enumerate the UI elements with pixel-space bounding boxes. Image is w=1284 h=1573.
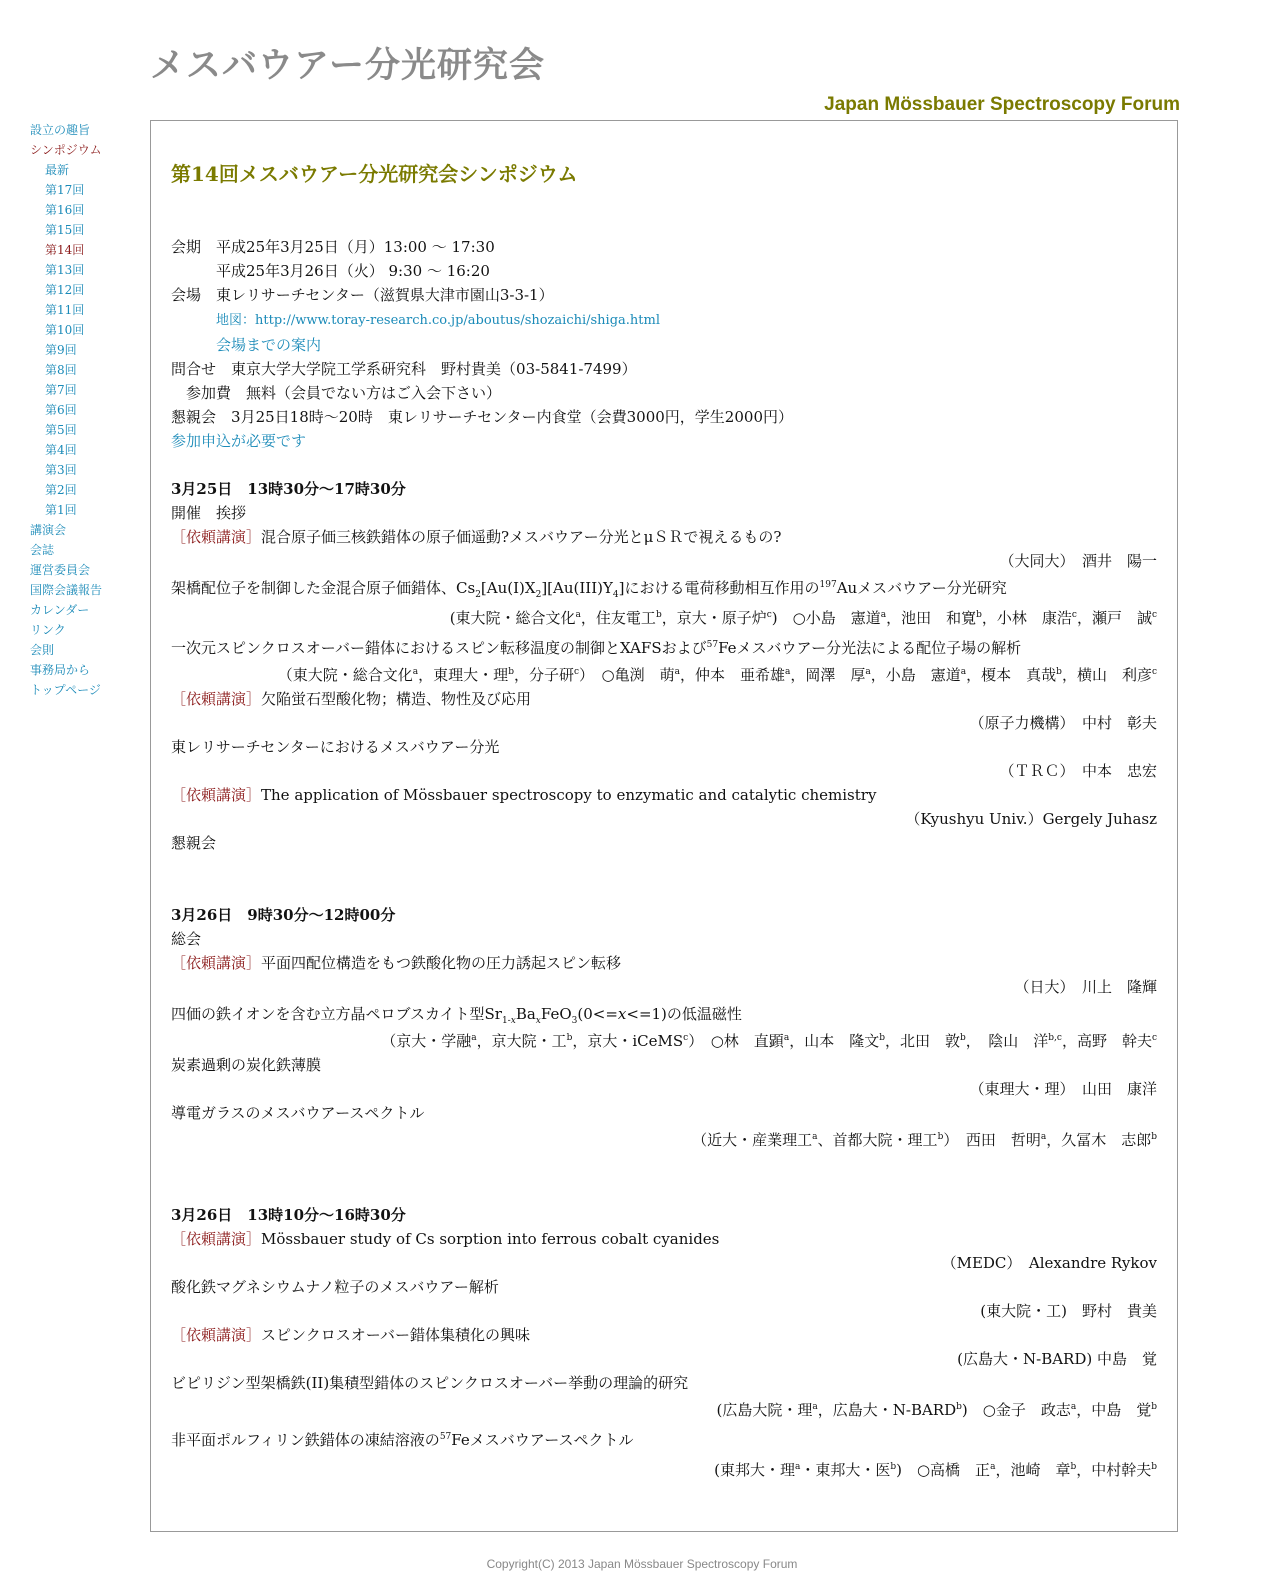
- day1-talk-5: 東レリサーチセンターにおけるメスバウアー分光: [171, 738, 500, 756]
- day2pm-authors-3: (広島大・N-BARD) 中島 覚: [957, 1350, 1157, 1368]
- site-title: メスバウアー分光研究会: [150, 46, 545, 86]
- sidebar-item[interactable]: 会則: [30, 643, 55, 657]
- sidebar-item[interactable]: 事務局から: [30, 663, 91, 677]
- day2pm-authors-5: (東邦大・理$^a$・東邦大・医$^b$) ○高橋 正$^a$，池崎 章$^b$，中村幹夫$^b$: [714, 1461, 1157, 1479]
- sidebar-item[interactable]: 第15回: [45, 223, 85, 237]
- sidebar-item[interactable]: シンポジウム: [30, 143, 102, 157]
- invited-tag: ［依頼講演］: [171, 528, 262, 546]
- day2am-authors-2: （京大・学融$^a$，京大院・工$^b$，京大・iCeMS$^c$） ○林 直顕$^a$，山本 隆文$^b$，北田 敦$^b$， 陰山 洋$^{b,c}$，高野 幹夫$^c$: [381, 1032, 1157, 1050]
- invited-tag: ［依頼講演］: [171, 954, 262, 972]
- day1-talk-6: ［依頼講演］The application of Mössbauer spectroscopy to enzymatic and catalytic chemistry: [171, 786, 877, 804]
- sidebar-item[interactable]: 第8回: [45, 363, 77, 377]
- day1-talk-4: ［依頼講演］欠陥蛍石型酸化物；構造、物性及び応用: [171, 690, 532, 708]
- day1-opening: 開催 挨拶: [171, 504, 247, 522]
- day2pm-talk-4: ビピリジン型架橋鉄(II)集積型錯体のスピンクロスオーバー挙動の理論的研究: [171, 1374, 689, 1392]
- sidebar-item[interactable]: カレンダー: [30, 603, 90, 617]
- map-link[interactable]: 地図：http://www.toray-research.co.jp/aboutus/shozaichi/shiga.html: [216, 313, 660, 328]
- sidebar-nav: [30, 120, 145, 700]
- sidebar-item[interactable]: 会誌: [30, 543, 55, 557]
- info-fee: 参加費 無料（会員でない方はご入会下さい）: [186, 384, 502, 402]
- day1-authors-2: (東大院・総合文化$^a$，住友電工$^b$，京大・原子炉$^c$) ○小島 憲道$^a$，池田 和寛$^b$，小林 康浩$^c$，瀬戸 誠$^c$: [449, 609, 1157, 627]
- day2am-authors-1: （日大） 川上 隆輝: [1014, 978, 1157, 996]
- day1-talk-1: ［依頼講演］混合原子価三核鉄錯体の原子価遥動?メスバウアー分光とμＳＲで視えるもの?: [171, 528, 782, 546]
- sidebar-item[interactable]: 国際会議報告: [30, 583, 103, 597]
- day2am-talk-1: ［依頼講演］平面四配位構造をもつ鉄酸化物の圧力誘起スピン転移: [171, 954, 622, 972]
- sidebar-item[interactable]: 第1回: [45, 503, 77, 517]
- sidebar-item[interactable]: 第5回: [45, 423, 77, 437]
- sidebar-item[interactable]: 第14回: [45, 243, 85, 257]
- info-party: 懇親会 3月25日18時～20時 東レリサーチセンター内食堂（会費3000円，学生2000円）: [171, 408, 793, 426]
- day2am-talk-3: 炭素過剰の炭化鉄薄膜: [171, 1056, 322, 1074]
- info-venue: 会場 東レリサーチセンター（滋賀県大津市園山3-3-1）: [171, 286, 554, 304]
- day2am-authors-3: （東理大・理） 山田 康洋: [969, 1080, 1157, 1098]
- day1-authors-5: （ＴＲＣ） 中本 忠宏: [999, 762, 1157, 780]
- day2pm-talk-3: ［依頼講演］スピンクロスオーバー錯体集積化の興味: [171, 1326, 530, 1344]
- invited-tag: ［依頼講演］: [171, 690, 262, 708]
- sidebar-item[interactable]: トップページ: [30, 683, 101, 697]
- day2am-header: 3月26日 9時30分～12時00分: [171, 906, 396, 924]
- sidebar-item[interactable]: 第12回: [45, 283, 85, 297]
- day2pm-talk-2: 酸化鉄マグネシウムナノ粒子のメスバウアー解析: [171, 1278, 499, 1296]
- footer-copyright: Copyright(C) 2013 Japan Mössbauer Spectroscopy Forum: [486, 1557, 798, 1571]
- day2pm-authors-1: （MEDC） Alexandre Rykov: [941, 1254, 1157, 1272]
- day2am-authors-4: （近大・産業理工$^a$、首都大院・理工$^b$） 西田 哲明$^a$，久冨木 志郎$^b$: [692, 1131, 1157, 1149]
- day2pm-header: 3月26日 13時10分～16時30分: [171, 1206, 406, 1224]
- sidebar-item[interactable]: 最新: [45, 163, 70, 177]
- invited-tag: ［依頼講演］: [171, 1230, 262, 1248]
- sidebar-item[interactable]: 第4回: [45, 443, 77, 457]
- day2am-talk-2: 四価の鉄イオンを含む立方晶ペロブスカイト型$Sr_{1-x}Ba_xFeO_3(0<=x<=1)$の低温磁性: [171, 1005, 742, 1026]
- day2pm-talk-5: 非平面ポルフィリン鉄錯体の凍結溶液の$^{57}$Feメスバウアースペクトル: [171, 1431, 634, 1449]
- invited-tag: ［依頼講演］: [171, 786, 262, 804]
- day1-authors-1: （大同大） 酒井 陽一: [999, 552, 1157, 570]
- sidebar-item[interactable]: リンク: [30, 623, 66, 637]
- day1-authors-3: （東大院・総合文化$^a$，東理大・理$^b$，分子研$^c$） ○亀渕 萌$^a$，仲本 亜希雄$^a$，岡澤 厚$^a$，小島 憲道$^a$，榎本 真哉$^b$，横山 利彦$^c$: [277, 666, 1157, 684]
- day2pm-talk-1: ［依頼講演］Mössbauer study of Cs sorption into ferrous cobalt cyanides: [171, 1230, 720, 1248]
- day1-authors-6: （Kyushyu Univ.）Gergely Juhasz: [905, 810, 1157, 828]
- day1-talk-2: 架橋配位子を制御した金混合原子価錯体、$Cs_2[Au(I)X_2][Au(III)Y_4]$における電荷移動相互作用の$^{197}$Auメスバウアー分光研究: [171, 579, 1007, 600]
- main-content: [150, 120, 1178, 1532]
- info-period-2: 平成25年3月26日（火） 9:30 ～ 16:20: [216, 262, 490, 280]
- sidebar-item[interactable]: 第3回: [45, 463, 77, 477]
- sidebar-item[interactable]: 設立の趣旨: [30, 123, 91, 137]
- day2pm-authors-4: (広島大院・理$^a$，広島大・N-BARD$^b$) ○金子 政志$^a$，中島 覚$^b$: [716, 1401, 1157, 1419]
- invited-tag: ［依頼講演］: [171, 1326, 262, 1344]
- sidebar-item[interactable]: 第16回: [45, 203, 85, 217]
- sidebar-item[interactable]: 第2回: [45, 483, 77, 497]
- sidebar-item[interactable]: 第10回: [45, 323, 85, 337]
- day2am-talk-4: 導電ガラスのメスバウアースペクトル: [171, 1104, 425, 1122]
- sidebar-item[interactable]: 講演会: [30, 523, 67, 537]
- sidebar-item[interactable]: 第11回: [45, 303, 85, 317]
- sidebar-item[interactable]: 第13回: [45, 263, 85, 277]
- register-link[interactable]: 参加申込が必要です: [171, 432, 307, 450]
- sidebar-item[interactable]: 第7回: [45, 383, 77, 397]
- access-link[interactable]: 会場までの案内: [216, 336, 322, 354]
- day2pm-authors-2: (東大院・工) 野村 貴美: [980, 1302, 1157, 1320]
- page-heading: 第14回メスバウアー分光研究会シンポジウム: [171, 162, 578, 186]
- day2am-general: 総会: [171, 930, 202, 948]
- day1-header: 3月25日 13時30分～17時30分: [171, 480, 406, 498]
- day1-party: 懇親会: [171, 834, 217, 852]
- sidebar-item[interactable]: 第6回: [45, 403, 77, 417]
- sidebar-item[interactable]: 第17回: [45, 183, 85, 197]
- day1-authors-4: （原子力機構） 中村 彰夫: [969, 714, 1157, 732]
- day1-talk-3: 一次元スピンクロスオーバー錯体におけるスピン転移温度の制御とXAFSおよび$^{57}$Feメスバウアー分光法による配位子場の解析: [171, 639, 1022, 657]
- info-period-1: 会期 平成25年3月25日（月）13:00 ～ 17:30: [171, 238, 495, 256]
- sidebar-item[interactable]: 第9回: [45, 343, 77, 357]
- info-contact: 問合せ 東京大学大学院工学系研究科 野村貴美（03-5841-7499）: [171, 360, 637, 378]
- sidebar-item[interactable]: 運営委員会: [30, 563, 91, 577]
- site-subtitle: Japan Mössbauer Spectroscopy Forum: [824, 94, 1180, 115]
